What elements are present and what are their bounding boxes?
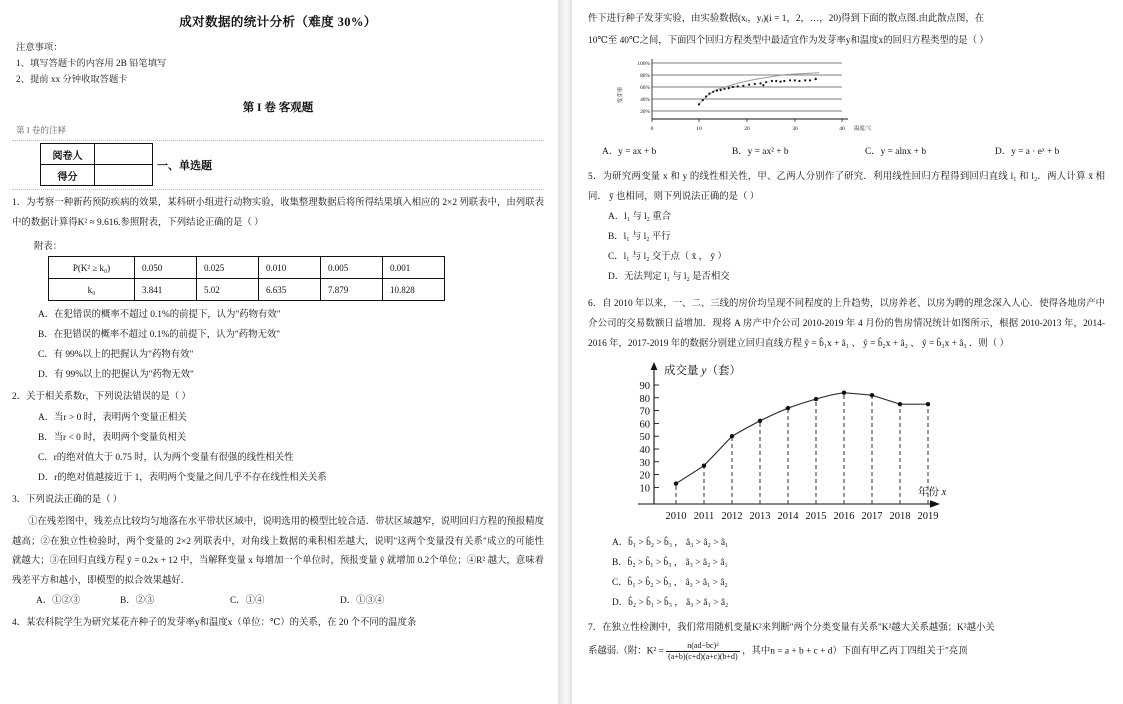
svg-text:30: 30 [792, 126, 798, 133]
ktab-row1-header: P(K² ≥ k₀) [49, 257, 135, 279]
ktab-row2-c4: 7.879 [321, 279, 383, 301]
svg-text:10: 10 [696, 126, 702, 133]
question-type-label: 一、单选题 [157, 159, 212, 172]
question-4-option-c[interactable]: C．y = alnx + b [865, 147, 927, 158]
svg-text:30: 30 [639, 457, 650, 469]
ktab-row1-c1: 0.050 [135, 257, 197, 279]
question-5-stem: 5．为研究两变量 x 和 y 的线性相关性，甲、乙两人分别作了研究．利用线性回归方程得到回归直线 l₁ 和 l₂．两人计算 x̄ 相同． ȳ 也相同，则下列说法正确的是（ ） [588, 172, 1105, 202]
x-axis-label: 年份 x [918, 487, 947, 499]
k-squared-fraction [666, 641, 740, 662]
svg-text:2011: 2011 [693, 511, 715, 523]
table-row [41, 165, 153, 186]
grader-box [12, 140, 544, 190]
reviewer-value-cell[interactable] [95, 144, 153, 165]
chart-title: 成交量 y（套） [664, 365, 741, 378]
notice-heading: 注意事项： [16, 43, 63, 53]
question-4-stem-part3: 10℃至 40℃之间，下面四个回归方程类型中最适宜作为发芽率y和温度x的回归方程类型的是（ ） [588, 35, 989, 46]
svg-text:60%: 60% [640, 85, 650, 92]
ktab-row1-c3: 0.010 [259, 257, 321, 279]
question-4-options [588, 142, 1105, 162]
scatter-germination-svg [612, 53, 872, 135]
question-1-option-a[interactable]: A．在犯错误的概率不超过 0.1%的前提下，认为"药物有效" [38, 310, 281, 320]
svg-text:2019: 2019 [917, 511, 939, 523]
fraction-denominator: (a+b)(c+d)(a+c)(b+d) [668, 651, 738, 661]
question-3-option-c[interactable]: C．①④ [230, 596, 265, 606]
question-3-stem: 3．下列说法正确的是（ ） [12, 494, 123, 505]
question-6-option-b[interactable]: B．b̂₂ > b̂₁ > b̂₃ ， â₃ > â₂ > â₁ [612, 558, 728, 569]
y-ticks [640, 381, 660, 494]
line-housing-volume-chart [602, 356, 1105, 533]
question-3-options [12, 591, 544, 611]
svg-text:2018: 2018 [889, 511, 911, 523]
svg-text:20: 20 [639, 470, 650, 482]
line-housing-volume-svg [602, 356, 962, 528]
notice-item-2: 2、提前 xx 分钟收取答题卡 [16, 75, 128, 85]
y-axis-arrow [651, 362, 658, 370]
svg-text:80%: 80% [640, 73, 650, 80]
ktab-row2-c5: 10.828 [383, 279, 445, 301]
question-4-option-a[interactable]: A．y = ax + b [602, 147, 657, 158]
question-3-option-a[interactable]: A．①②③ [36, 596, 81, 606]
volume-note: 第 I 卷的注释 [16, 125, 67, 135]
svg-text:40: 40 [639, 445, 650, 457]
svg-text:2017: 2017 [861, 511, 883, 523]
svg-text:2013: 2013 [749, 511, 771, 523]
scatter-points [698, 78, 817, 106]
svg-text:20: 20 [744, 126, 750, 133]
svg-text:60: 60 [639, 419, 650, 431]
question-1-attached-table [48, 256, 445, 301]
ktab-row1-c5: 0.001 [383, 257, 445, 279]
question-6-stem: 6．自 2010 年以来，一、二、三线的房价均呈现不同程度的上升趋势，以房养老、以房为聘的理念深入人心．使得各地房产中介公司的交易数额日益增加．现将 A 房产中介公司 2010-2019 年 4 月份的售房情况统计如图所示，根据 2010-2013 年，2014-2016 年，2017-2019 年的数据分别建立回归直线方程 ŷ = b̂₁x + â₁ 、 ŷ = b̂₂x + â₂ 、 ŷ = b̂₃x + â₃ ．则（ ） [588, 299, 1105, 349]
ktab-row2-c1: 3.841 [135, 279, 197, 301]
x-axis-arrow [930, 500, 940, 508]
table-row [49, 257, 445, 279]
question-6-option-c[interactable]: C．b̂₁ > b̂₂ > b̂₃ ， â₃ > â₁ > â₂ [612, 578, 728, 589]
y-axis-label: 发芽率 [618, 87, 624, 104]
gridlines [652, 63, 842, 111]
question-3-option-b[interactable]: B．②③ [120, 596, 155, 606]
y-tick-labels [640, 381, 651, 494]
page-left [0, 0, 558, 704]
svg-text:0: 0 [650, 126, 654, 133]
grader-table [40, 143, 153, 186]
question-1-option-d[interactable]: D．有 99%以上的把握认为"药物无效" [38, 370, 194, 380]
svg-text:40%: 40% [640, 97, 650, 104]
svg-text:2012: 2012 [721, 511, 743, 523]
svg-text:2015: 2015 [805, 511, 827, 523]
reviewer-label: 阅卷人 [41, 144, 95, 165]
question-1-option-b[interactable]: B．在犯错误的概率不超过 0.1%的前提下，认为"药物无效" [38, 330, 281, 340]
data-markers [674, 391, 930, 486]
x-tick-labels [666, 511, 939, 522]
x-axis-label: 温度/℃ [854, 126, 872, 133]
question-6-option-a[interactable]: A．b̂₁ > b̂₂ > b̂₃ ， â₃ > â₂ > â₁ [612, 538, 729, 549]
question-3-body: ①在残差图中，残差点比较均匀地落在水平带状区域中，说明选用的模型比较合适．带状区域越窄，说明回归方程的预报精度越高；②在独立性检验时，两个变量的 2×2 列联表中，对角线上数据的乘积相差越大，说明"这两个变量没有关系"成立的可能性就越大；③在回归直线方程 ŷ = 0.2x + 12 中，当解释变量 x 每增加一个单位时，预报变量 ŷ 就增加 0.2个单位；④R² 越大，意味着残差平方和越小，即模型的拟合效果越好． [12, 517, 544, 586]
section-title: 第 I 卷 客观题 [242, 102, 314, 114]
svg-text:90: 90 [639, 381, 650, 393]
ktab-row2-c2: 5.02 [197, 279, 259, 301]
question-1-stem: 1．为考察一种新药预防疾病的效果，某科研小组进行动物实验，收集整理数据后将所得结果填入相应的 2×2 列联表中，由列联表中的数据计算得K² ≈ 9.616.参照附表，下列结论正确的是（ ） [12, 198, 544, 228]
svg-text:70: 70 [639, 406, 650, 418]
droplines [676, 393, 928, 504]
score-label: 得分 [41, 165, 95, 186]
question-5-option-a[interactable]: A．l₁ 与 l₂ 重合 [608, 212, 672, 223]
question-4-stem-part2: 件下进行种子发芽实验，由实验数据(xᵢ，yᵢ)(i = 1，2，…，20)得到下面的散点图.由此散点图，在 [588, 14, 985, 24]
ktab-row2-c3: 6.635 [259, 279, 321, 301]
question-4-stem-part1: 4．某农科院学生为研究某花卉种子的发芽率y和温度x（单位：℃）的关系，在 20 个不同的温度条 [12, 618, 417, 628]
question-4-option-d[interactable]: D．y = a · eˣ + b [995, 147, 1060, 158]
svg-text:2016: 2016 [833, 511, 855, 523]
svg-text:2010: 2010 [665, 511, 687, 523]
svg-text:2014: 2014 [777, 511, 799, 523]
question-2-option-a[interactable]: A．当r > 0 时，表明两个变量正相关 [38, 412, 187, 423]
page-right [572, 0, 1123, 704]
svg-text:100%: 100% [637, 61, 650, 68]
question-5-option-b[interactable]: B．l₁ 与 l₂ 平行 [608, 232, 671, 243]
question-5-option-c[interactable]: C．l₁ 与 l₂ 交于点（ x̄ ， ȳ ） [608, 252, 727, 263]
question-2-option-d[interactable]: D．r的绝对值越接近于 1，表明两个变量之间几乎不存在线性相关关系 [38, 472, 327, 483]
question-6-option-d[interactable]: D．b̂₂ > b̂₁ > b̂₃ ， â₃ > â₁ > â₂ [612, 598, 729, 609]
ktab-row1-c2: 0.025 [197, 257, 259, 279]
question-1-option-c[interactable]: C．有 99%以上的把握认为"药物有效" [38, 350, 194, 360]
svg-text:40: 40 [839, 126, 845, 133]
score-value-cell[interactable] [95, 165, 153, 186]
question-1-table-label: 附表： [34, 242, 63, 252]
question-2-stem: 2．关于相关系数r，下列说法错误的是（ ） [12, 392, 191, 402]
scatter-germination-chart [612, 53, 1105, 140]
fraction-numerator: n(ad−bc)² [666, 641, 740, 652]
ktab-row1-c4: 0.005 [321, 257, 383, 279]
question-2-option-c[interactable]: C．r的绝对值大于 0.75 时，认为两个变量有很强的线性相关性 [38, 452, 294, 463]
question-7-formula-lead: 系越弱.（附：K² = [588, 646, 664, 657]
question-7-stem-part1: 7．在独立性检测中，我们常用随机变量K²来判断"两个分类变量有关系"K²越大关系越强；K²越小关 [588, 623, 995, 634]
question-4-option-b[interactable]: B．y = ax² + b [732, 147, 789, 158]
page-divider [558, 0, 572, 704]
x-tick-labels [651, 126, 845, 132]
question-3-option-d[interactable]: D．①③④ [340, 596, 385, 606]
question-7-stem-part2 [588, 641, 1105, 662]
svg-text:50: 50 [639, 432, 650, 444]
data-line [676, 393, 928, 484]
table-row [49, 279, 445, 301]
svg-text:80: 80 [639, 393, 650, 405]
y-tick-labels [637, 61, 650, 115]
svg-text:10: 10 [639, 483, 650, 495]
page-title: 成对数据的统计分析（难度 30%） [179, 15, 377, 29]
svg-text:20%: 20% [640, 109, 650, 116]
table-row [41, 144, 153, 165]
notice-item-1: 1、填写答题卡的内容用 2B 铅笔填写 [16, 59, 167, 69]
question-5-option-d[interactable]: D．无法判定 l₁ 与 l₂ 是否相交 [608, 272, 730, 283]
question-7-formula-tail: ，其中n = a + b + c + d）下面有甲乙丙丁四组关于"亮顶 [742, 646, 968, 657]
question-2-option-b[interactable]: B．当r < 0 时，表明两个变量负相关 [38, 432, 187, 443]
ktab-row2-header: k₀ [49, 279, 135, 301]
